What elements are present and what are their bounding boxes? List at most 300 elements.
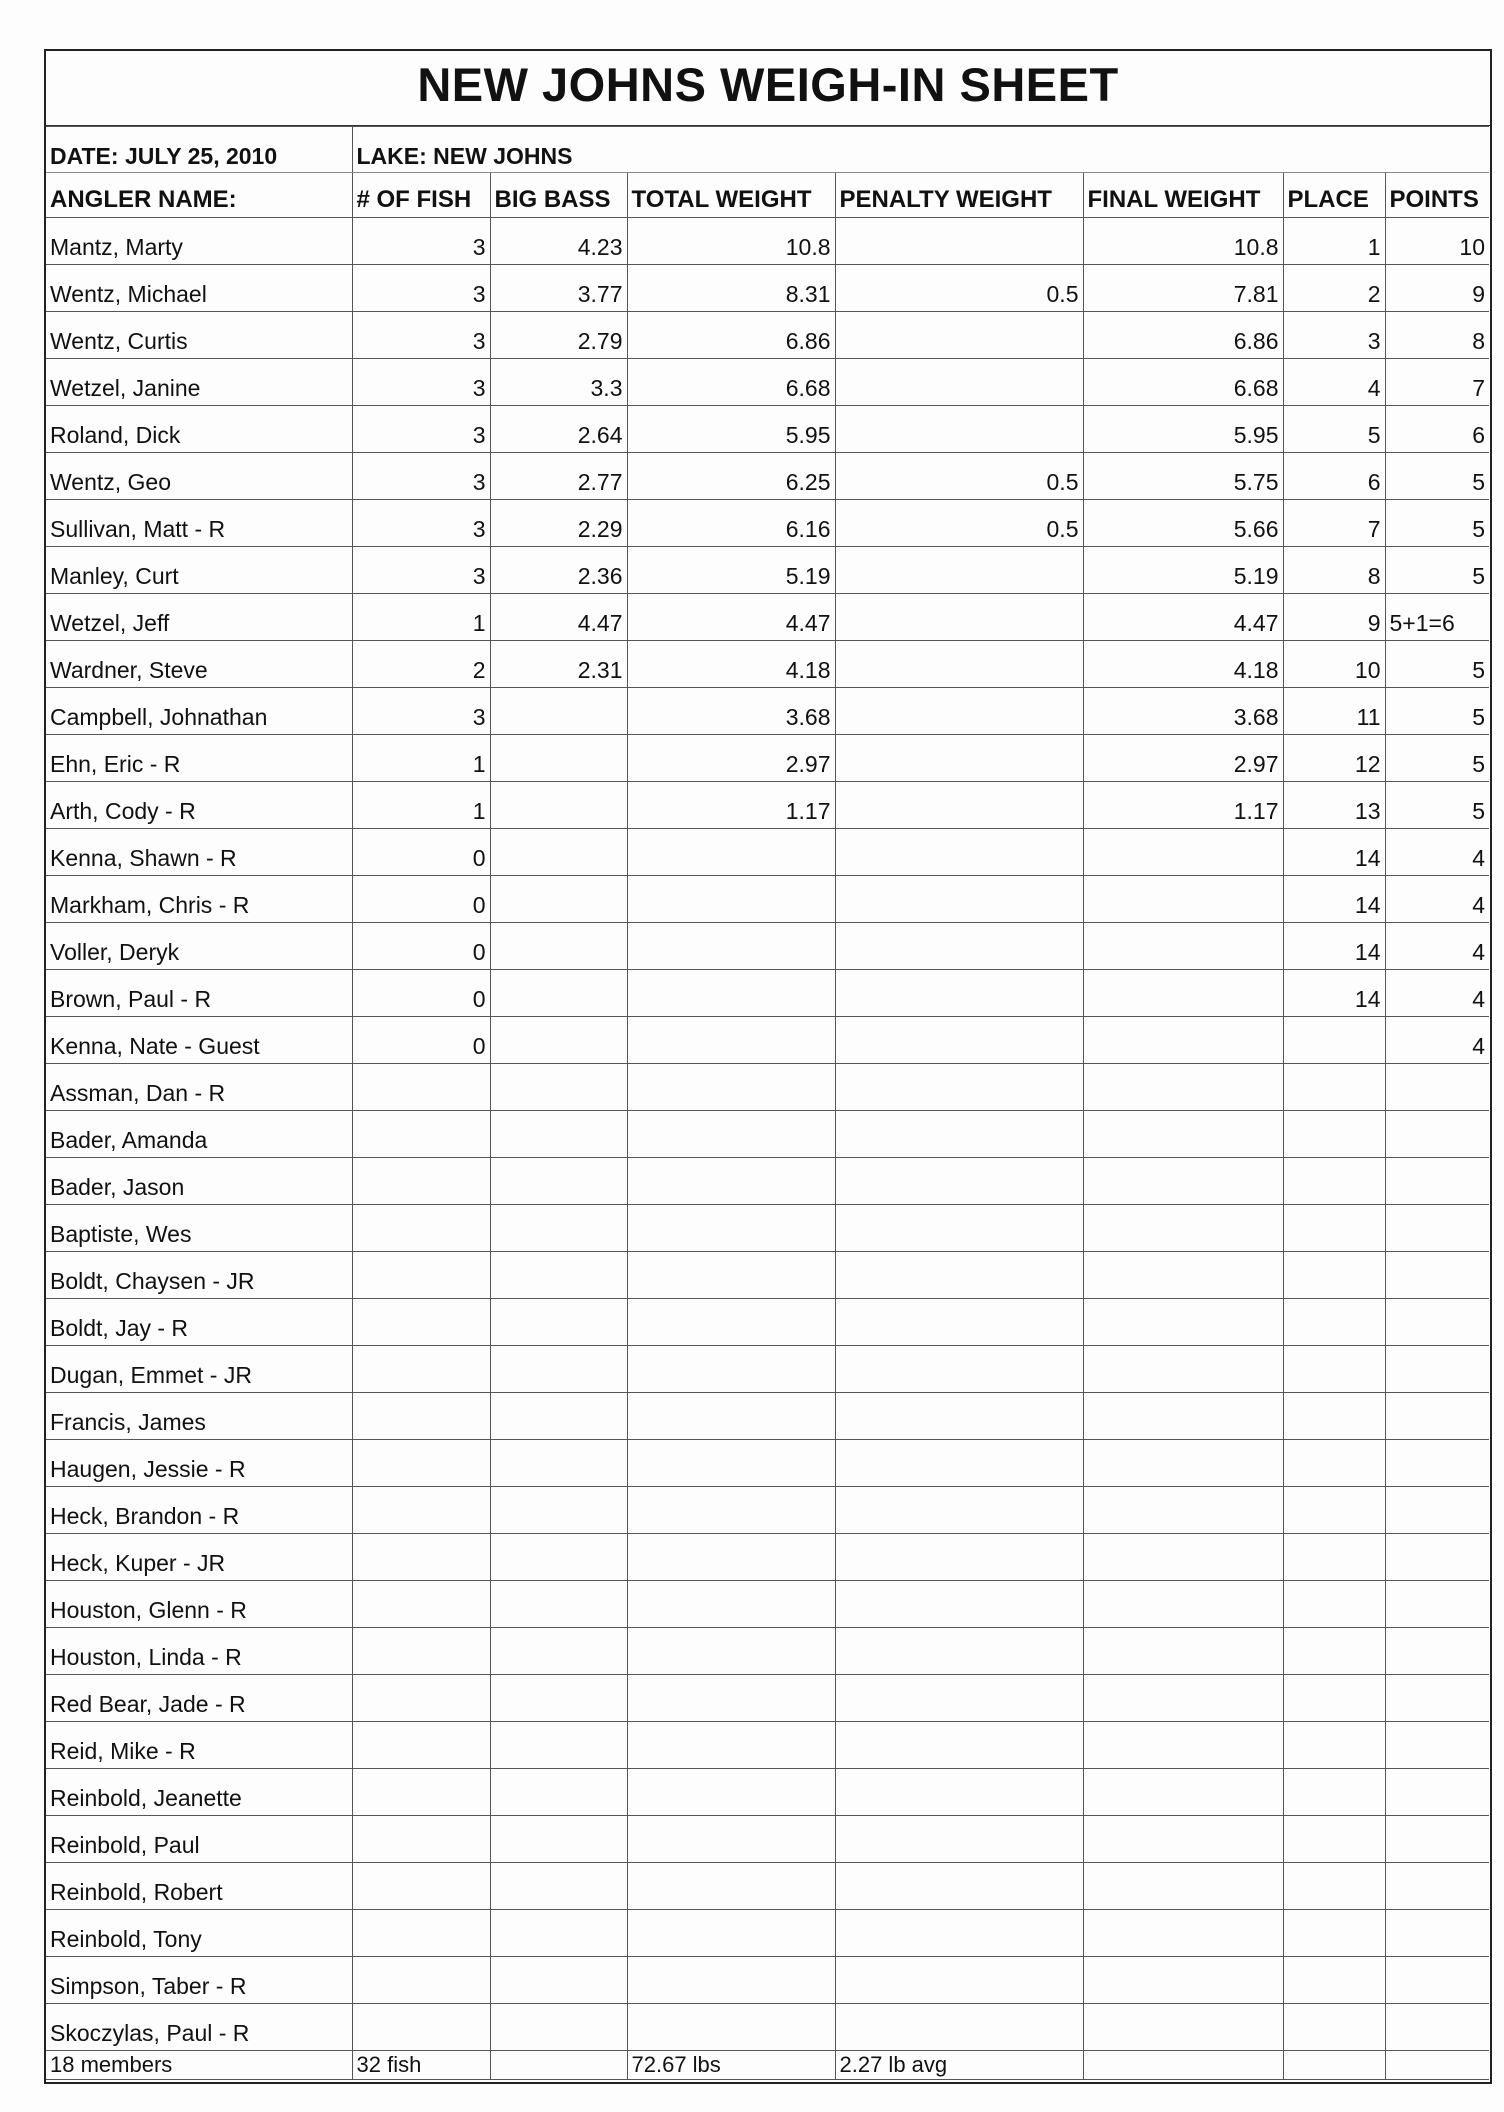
cell-big-bass	[490, 1675, 627, 1722]
cell-points: 7	[1385, 359, 1489, 406]
cell-penalty-weight	[835, 1064, 1083, 1111]
cell-total-weight	[627, 1252, 835, 1299]
cell-fish-count: 1	[352, 735, 490, 782]
cell-big-bass: 2.29	[490, 500, 627, 547]
cell-angler-name: Baptiste, Wes	[46, 1205, 352, 1252]
cell-points: 6	[1385, 406, 1489, 453]
cell-points: 5	[1385, 500, 1489, 547]
cell-fish-count: 0	[352, 876, 490, 923]
cell-place: 2	[1283, 265, 1385, 312]
cell-penalty-weight: 0.5	[835, 453, 1083, 500]
cell-angler-name: Kenna, Nate - Guest	[46, 1017, 352, 1064]
cell-fish-count: 0	[352, 970, 490, 1017]
cell-points	[1385, 1064, 1489, 1111]
cell-fish-count	[352, 1863, 490, 1910]
cell-place: 3	[1283, 312, 1385, 359]
table-row	[46, 829, 1489, 876]
table-row	[46, 1440, 1489, 1487]
cell-fish-count	[352, 1769, 490, 1816]
cell-total-weight: 2.97	[627, 735, 835, 782]
cell-fish-count	[352, 1205, 490, 1252]
table-row	[46, 453, 1489, 500]
col-header-big-bass: BIG BASS	[490, 173, 627, 218]
cell-penalty-weight	[835, 218, 1083, 265]
cell-fish-count	[352, 1675, 490, 1722]
total-avg: 2.27 lb avg	[835, 2051, 1083, 2080]
cell-place	[1283, 1628, 1385, 1675]
cell-penalty-weight	[835, 1299, 1083, 1346]
cell-final-weight: 2.97	[1083, 735, 1283, 782]
cell-points: 5	[1385, 547, 1489, 594]
cell-points	[1385, 1440, 1489, 1487]
cell-fish-count	[352, 1299, 490, 1346]
cell-fish-count	[352, 1816, 490, 1863]
table-row	[46, 641, 1489, 688]
cell-angler-name: Wentz, Geo	[46, 453, 352, 500]
cell-big-bass	[490, 1957, 627, 2004]
table-row	[46, 406, 1489, 453]
cell-total-weight	[627, 1816, 835, 1863]
cell-points: 4	[1385, 923, 1489, 970]
cell-final-weight: 10.8	[1083, 218, 1283, 265]
cell-points	[1385, 1111, 1489, 1158]
table-row	[46, 1299, 1489, 1346]
cell-points	[1385, 1252, 1489, 1299]
cell-big-bass	[490, 1205, 627, 1252]
cell-final-weight	[1083, 970, 1283, 1017]
cell-total-weight	[627, 1158, 835, 1205]
cell-place: 14	[1283, 876, 1385, 923]
cell-place	[1283, 1581, 1385, 1628]
cell-place	[1283, 1393, 1385, 1440]
cell-place	[1283, 1158, 1385, 1205]
cell-points: 4	[1385, 1017, 1489, 1064]
table-row	[46, 1017, 1489, 1064]
cell-place: 5	[1283, 406, 1385, 453]
cell-big-bass	[490, 782, 627, 829]
cell-points	[1385, 1628, 1489, 1675]
cell-final-weight	[1083, 1158, 1283, 1205]
table-row	[46, 500, 1489, 547]
cell-angler-name: Heck, Brandon - R	[46, 1487, 352, 1534]
cell-penalty-weight	[835, 2004, 1083, 2051]
cell-points	[1385, 1957, 1489, 2004]
table-row	[46, 547, 1489, 594]
cell-points	[1385, 2004, 1489, 2051]
cell-angler-name: Kenna, Shawn - R	[46, 829, 352, 876]
cell-total-weight	[627, 970, 835, 1017]
table-row	[46, 312, 1489, 359]
cell-final-weight: 7.81	[1083, 265, 1283, 312]
cell-big-bass	[490, 1769, 627, 1816]
cell-final-weight	[1083, 1440, 1283, 1487]
cell-fish-count	[352, 1440, 490, 1487]
header-row	[46, 173, 1489, 218]
cell-place	[1283, 1252, 1385, 1299]
cell-fish-count: 3	[352, 406, 490, 453]
cell-total-weight: 1.17	[627, 782, 835, 829]
cell-fish-count	[352, 1487, 490, 1534]
cell-penalty-weight	[835, 1628, 1083, 1675]
cell-penalty-weight	[835, 1957, 1083, 2004]
cell-big-bass	[490, 923, 627, 970]
cell-fish-count	[352, 1957, 490, 2004]
cell-total-weight	[627, 1628, 835, 1675]
cell-angler-name: Reinbold, Robert	[46, 1863, 352, 1910]
total-members: 18 members	[46, 2051, 352, 2080]
cell-penalty-weight	[835, 1158, 1083, 1205]
cell-final-weight	[1083, 1487, 1283, 1534]
cell-fish-count: 3	[352, 359, 490, 406]
cell-place	[1283, 2004, 1385, 2051]
table-row	[46, 1487, 1489, 1534]
cell-final-weight: 5.95	[1083, 406, 1283, 453]
cell-fish-count	[352, 1064, 490, 1111]
cell-penalty-weight	[835, 1205, 1083, 1252]
cell-angler-name: Roland, Dick	[46, 406, 352, 453]
cell-penalty-weight	[835, 1111, 1083, 1158]
total-empty-points	[1385, 2051, 1489, 2080]
cell-penalty-weight	[835, 406, 1083, 453]
cell-fish-count	[352, 1252, 490, 1299]
cell-angler-name: Haugen, Jessie - R	[46, 1440, 352, 1487]
cell-fish-count: 0	[352, 829, 490, 876]
cell-penalty-weight	[835, 1534, 1083, 1581]
cell-penalty-weight	[835, 1816, 1083, 1863]
col-header-angler: ANGLER NAME:	[46, 173, 352, 218]
cell-angler-name: Bader, Amanda	[46, 1111, 352, 1158]
table-row	[46, 970, 1489, 1017]
cell-fish-count	[352, 1722, 490, 1769]
cell-total-weight	[627, 1393, 835, 1440]
cell-big-bass	[490, 1910, 627, 1957]
table-row	[46, 1111, 1489, 1158]
cell-points	[1385, 1158, 1489, 1205]
cell-angler-name: Sullivan, Matt - R	[46, 500, 352, 547]
cell-fish-count	[352, 1158, 490, 1205]
table-row	[46, 265, 1489, 312]
cell-total-weight	[627, 1581, 835, 1628]
cell-place	[1283, 1487, 1385, 1534]
cell-points	[1385, 1769, 1489, 1816]
cell-penalty-weight	[835, 1440, 1083, 1487]
cell-final-weight	[1083, 1722, 1283, 1769]
cell-final-weight	[1083, 1299, 1283, 1346]
table-row	[46, 1722, 1489, 1769]
cell-place	[1283, 1722, 1385, 1769]
cell-fish-count: 3	[352, 453, 490, 500]
cell-points	[1385, 1487, 1489, 1534]
cell-penalty-weight	[835, 1769, 1083, 1816]
cell-big-bass: 2.79	[490, 312, 627, 359]
cell-total-weight: 3.68	[627, 688, 835, 735]
cell-penalty-weight	[835, 1675, 1083, 1722]
cell-total-weight: 6.16	[627, 500, 835, 547]
cell-big-bass	[490, 1863, 627, 1910]
cell-place	[1283, 1957, 1385, 2004]
cell-place	[1283, 1017, 1385, 1064]
cell-final-weight: 3.68	[1083, 688, 1283, 735]
table-row	[46, 782, 1489, 829]
cell-place	[1283, 1205, 1385, 1252]
cell-place	[1283, 1816, 1385, 1863]
cell-penalty-weight	[835, 594, 1083, 641]
cell-total-weight: 5.95	[627, 406, 835, 453]
cell-penalty-weight	[835, 1017, 1083, 1064]
total-fish: 32 fish	[352, 2051, 490, 2080]
table-row	[46, 1393, 1489, 1440]
table-row	[46, 1534, 1489, 1581]
table-row	[46, 1346, 1489, 1393]
cell-big-bass	[490, 1722, 627, 1769]
cell-final-weight	[1083, 1769, 1283, 1816]
cell-total-weight	[627, 1722, 835, 1769]
cell-final-weight	[1083, 1205, 1283, 1252]
cell-final-weight	[1083, 876, 1283, 923]
cell-fish-count: 1	[352, 594, 490, 641]
cell-big-bass	[490, 1393, 627, 1440]
cell-angler-name: Heck, Kuper - JR	[46, 1534, 352, 1581]
cell-big-bass	[490, 1064, 627, 1111]
cell-angler-name: Manley, Curt	[46, 547, 352, 594]
cell-big-bass	[490, 1487, 627, 1534]
cell-final-weight	[1083, 1863, 1283, 1910]
cell-big-bass	[490, 1299, 627, 1346]
cell-place: 1	[1283, 218, 1385, 265]
cell-points: 4	[1385, 970, 1489, 1017]
cell-place: 8	[1283, 547, 1385, 594]
cell-final-weight: 1.17	[1083, 782, 1283, 829]
cell-place	[1283, 1675, 1385, 1722]
cell-points: 5	[1385, 641, 1489, 688]
weigh-in-table	[46, 126, 1489, 2080]
cell-place	[1283, 1910, 1385, 1957]
cell-angler-name: Reid, Mike - R	[46, 1722, 352, 1769]
cell-points: 10	[1385, 218, 1489, 265]
cell-penalty-weight	[835, 876, 1083, 923]
cell-big-bass: 4.23	[490, 218, 627, 265]
cell-angler-name: Red Bear, Jade - R	[46, 1675, 352, 1722]
table-row	[46, 1581, 1489, 1628]
cell-penalty-weight	[835, 312, 1083, 359]
cell-angler-name: Dugan, Emmet - JR	[46, 1346, 352, 1393]
cell-final-weight: 4.47	[1083, 594, 1283, 641]
cell-angler-name: Wentz, Curtis	[46, 312, 352, 359]
col-header-penalty-weight: PENALTY WEIGHT	[835, 173, 1083, 218]
cell-total-weight	[627, 1863, 835, 1910]
cell-place	[1283, 1440, 1385, 1487]
cell-total-weight	[627, 1487, 835, 1534]
cell-angler-name: Reinbold, Tony	[46, 1910, 352, 1957]
cell-points: 5	[1385, 453, 1489, 500]
cell-total-weight	[627, 1440, 835, 1487]
cell-points	[1385, 1346, 1489, 1393]
cell-angler-name: Voller, Deryk	[46, 923, 352, 970]
table-row	[46, 1628, 1489, 1675]
cell-big-bass: 2.36	[490, 547, 627, 594]
cell-points: 8	[1385, 312, 1489, 359]
info-row	[46, 127, 1489, 173]
cell-total-weight: 10.8	[627, 218, 835, 265]
cell-total-weight	[627, 1675, 835, 1722]
cell-place: 9	[1283, 594, 1385, 641]
cell-big-bass	[490, 1816, 627, 1863]
cell-final-weight	[1083, 1910, 1283, 1957]
cell-points	[1385, 1675, 1489, 1722]
cell-points: 4	[1385, 876, 1489, 923]
cell-total-weight	[627, 829, 835, 876]
cell-penalty-weight	[835, 359, 1083, 406]
cell-fish-count	[352, 1111, 490, 1158]
cell-final-weight	[1083, 1346, 1283, 1393]
cell-total-weight	[627, 1957, 835, 2004]
cell-final-weight: 6.86	[1083, 312, 1283, 359]
cell-place	[1283, 1299, 1385, 1346]
cell-fish-count	[352, 1393, 490, 1440]
cell-total-weight: 6.68	[627, 359, 835, 406]
table-row	[46, 359, 1489, 406]
cell-big-bass: 3.77	[490, 265, 627, 312]
cell-final-weight: 5.75	[1083, 453, 1283, 500]
cell-final-weight	[1083, 1534, 1283, 1581]
cell-big-bass	[490, 1158, 627, 1205]
totals-row	[46, 2051, 1489, 2080]
table-row	[46, 735, 1489, 782]
table-row	[46, 1064, 1489, 1111]
cell-final-weight	[1083, 1111, 1283, 1158]
cell-big-bass: 2.77	[490, 453, 627, 500]
cell-total-weight	[627, 1299, 835, 1346]
cell-big-bass: 2.31	[490, 641, 627, 688]
weigh-in-sheet	[44, 49, 1492, 2084]
cell-penalty-weight	[835, 1910, 1083, 1957]
total-empty-bigbass	[490, 2051, 627, 2080]
cell-total-weight	[627, 1205, 835, 1252]
table-row	[46, 218, 1489, 265]
cell-points	[1385, 1299, 1489, 1346]
cell-place	[1283, 1534, 1385, 1581]
total-empty-final	[1083, 2051, 1283, 2080]
cell-big-bass	[490, 876, 627, 923]
cell-total-weight: 6.25	[627, 453, 835, 500]
table-row	[46, 594, 1489, 641]
cell-big-bass: 3.3	[490, 359, 627, 406]
cell-final-weight	[1083, 1017, 1283, 1064]
cell-place: 14	[1283, 923, 1385, 970]
cell-big-bass	[490, 735, 627, 782]
cell-points	[1385, 1722, 1489, 1769]
cell-final-weight: 5.66	[1083, 500, 1283, 547]
cell-place	[1283, 1111, 1385, 1158]
col-header-fish: # OF FISH	[352, 173, 490, 218]
cell-fish-count: 1	[352, 782, 490, 829]
cell-total-weight: 8.31	[627, 265, 835, 312]
cell-angler-name: Francis, James	[46, 1393, 352, 1440]
table-row	[46, 2004, 1489, 2051]
cell-points	[1385, 1816, 1489, 1863]
total-weight: 72.67 lbs	[627, 2051, 835, 2080]
table-row	[46, 688, 1489, 735]
cell-penalty-weight	[835, 688, 1083, 735]
cell-angler-name: Wetzel, Jeff	[46, 594, 352, 641]
cell-place	[1283, 1769, 1385, 1816]
cell-angler-name: Bader, Jason	[46, 1158, 352, 1205]
cell-place: 10	[1283, 641, 1385, 688]
cell-place: 12	[1283, 735, 1385, 782]
cell-penalty-weight	[835, 641, 1083, 688]
cell-penalty-weight: 0.5	[835, 500, 1083, 547]
cell-fish-count	[352, 2004, 490, 2051]
cell-big-bass	[490, 1440, 627, 1487]
cell-angler-name: Wardner, Steve	[46, 641, 352, 688]
cell-fish-count: 3	[352, 265, 490, 312]
cell-total-weight	[627, 1769, 835, 1816]
table-row	[46, 1910, 1489, 1957]
cell-final-weight: 5.19	[1083, 547, 1283, 594]
cell-angler-name: Boldt, Chaysen - JR	[46, 1252, 352, 1299]
table-row	[46, 1816, 1489, 1863]
cell-place: 13	[1283, 782, 1385, 829]
sheet-title: NEW JOHNS WEIGH-IN SHEET	[46, 51, 1490, 126]
cell-final-weight	[1083, 1816, 1283, 1863]
cell-total-weight	[627, 2004, 835, 2051]
cell-points	[1385, 1581, 1489, 1628]
cell-angler-name: Markham, Chris - R	[46, 876, 352, 923]
col-header-final-weight: FINAL WEIGHT	[1083, 173, 1283, 218]
cell-fish-count: 3	[352, 688, 490, 735]
cell-big-bass	[490, 1252, 627, 1299]
cell-final-weight	[1083, 1675, 1283, 1722]
cell-angler-name: Reinbold, Jeanette	[46, 1769, 352, 1816]
cell-fish-count: 0	[352, 923, 490, 970]
cell-angler-name: Mantz, Marty	[46, 218, 352, 265]
cell-place	[1283, 1346, 1385, 1393]
cell-penalty-weight	[835, 923, 1083, 970]
cell-angler-name: Ehn, Eric - R	[46, 735, 352, 782]
cell-total-weight: 6.86	[627, 312, 835, 359]
cell-total-weight	[627, 876, 835, 923]
cell-points: 5	[1385, 688, 1489, 735]
cell-penalty-weight	[835, 735, 1083, 782]
cell-fish-count: 2	[352, 641, 490, 688]
lake-label: LAKE: NEW JOHNS	[352, 127, 1489, 173]
cell-fish-count	[352, 1581, 490, 1628]
table-row	[46, 876, 1489, 923]
cell-big-bass	[490, 1111, 627, 1158]
col-header-points: POINTS	[1385, 173, 1489, 218]
cell-total-weight	[627, 1346, 835, 1393]
table-row	[46, 1675, 1489, 1722]
table-row	[46, 1158, 1489, 1205]
cell-points	[1385, 1863, 1489, 1910]
cell-fish-count: 3	[352, 218, 490, 265]
cell-penalty-weight	[835, 1346, 1083, 1393]
cell-final-weight: 6.68	[1083, 359, 1283, 406]
cell-final-weight	[1083, 1252, 1283, 1299]
cell-final-weight	[1083, 923, 1283, 970]
cell-place	[1283, 1064, 1385, 1111]
cell-final-weight	[1083, 1581, 1283, 1628]
cell-big-bass: 2.64	[490, 406, 627, 453]
cell-fish-count	[352, 1346, 490, 1393]
table-row	[46, 1863, 1489, 1910]
cell-big-bass	[490, 688, 627, 735]
cell-angler-name: Reinbold, Paul	[46, 1816, 352, 1863]
cell-angler-name: Campbell, Johnathan	[46, 688, 352, 735]
cell-place	[1283, 1863, 1385, 1910]
cell-angler-name: Houston, Linda - R	[46, 1628, 352, 1675]
cell-place: 7	[1283, 500, 1385, 547]
